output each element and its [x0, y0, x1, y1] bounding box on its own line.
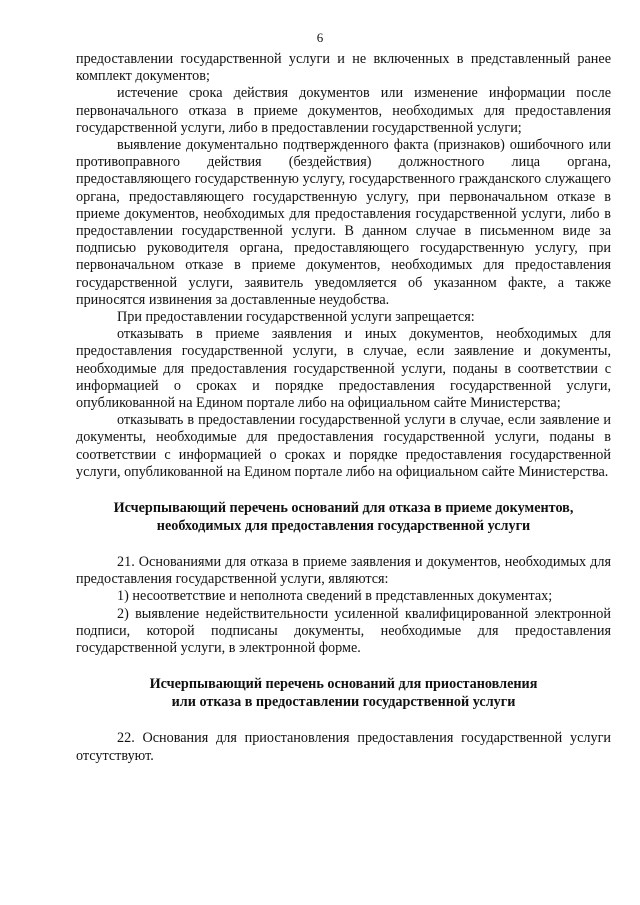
paragraph-error-condition: выявление документально подтвержденного факта (признаков) ошибочного или противоправного действия (бездействия) должностного лица органа, предоставляющего государственную услугу, государственного гражданского служащего органа, предоставляющего государственную услугу, при первоначальном отказе в приеме документов, необходимых для предоставления государственной услуги, либо в предоставлении государственной услуги. В данном случае в письменном виде за подписью руководителя органа, предоставляющего государственную услугу, при первоначальном отказе в приеме документов, необходимых для предоставления государственной услуги, заявитель уведомляется об указанном факте, а также приносятся извинения за доставленные неудобства. — [76, 137, 611, 308]
paragraph-22: 22. Основания для приостановления предоставления государственной услуги отсутствуют. — [76, 730, 611, 764]
heading-suspension-grounds — [76, 676, 611, 711]
paragraph-prohibitions-intro: При предоставлении государственной услуги запрещается: — [117, 309, 475, 326]
page-number: 6 — [316, 30, 324, 45]
list-item-2: 2) выявление недействительности усиленной квалифицированной электронной подписи, которой подписаны документы, необходимые для предоставления государственной услуги, в электронной форме. — [76, 605, 611, 657]
heading-refusal-grounds-line1: Исчерпывающий перечень оснований для отказа в приеме документов, — [113, 500, 574, 517]
document-body — [76, 51, 611, 765]
heading-suspension-grounds-line1: Исчерпывающий перечень оснований для приостановления — [149, 676, 538, 693]
list-item-1: 1) несоответствие и неполнота сведений в представленных документах; — [117, 588, 553, 605]
paragraph-prohibition-reception: отказывать в приеме заявления и иных документов, необходимых для предоставления государственной услуги, в случае, если заявление и документы, необходимые для предоставления государственной услуги, поданы в соответствии с информацией о сроках и порядке предоставления государственной услуги, опубликованной на Едином портале либо на официальном сайте Министерства; — [76, 326, 611, 412]
heading-suspension-grounds-line2: или отказа в предоставлении государственной услуги — [171, 693, 516, 710]
paragraph-prohibition-provision: отказывать в предоставлении государственной услуги в случае, если заявление и документы, необходимые для предоставления государственной услуги, поданы в соответствии с информацией о сроках и порядке предоставления государственной услуги, опубликованной на Едином портале либо на официальном сайте Министерства. — [76, 412, 611, 480]
paragraph-continuation: предоставлении государственной услуги и не включенных в представленный ранее комплект документов; — [76, 51, 611, 85]
heading-refusal-grounds — [76, 500, 611, 535]
paragraph-21: 21. Основаниями для отказа в приеме заявления и документов, необходимых для предоставления государственной услуги, являются: — [76, 554, 611, 588]
paragraph-expiry-condition: истечение срока действия документов или изменение информации после первоначального отказа в приеме документов, необходимых для предоставления государственной услуги, либо в предоставлении государственной услуги; — [76, 85, 611, 136]
heading-refusal-grounds-line2: необходимых для предоставления государственной услуги — [156, 517, 531, 534]
